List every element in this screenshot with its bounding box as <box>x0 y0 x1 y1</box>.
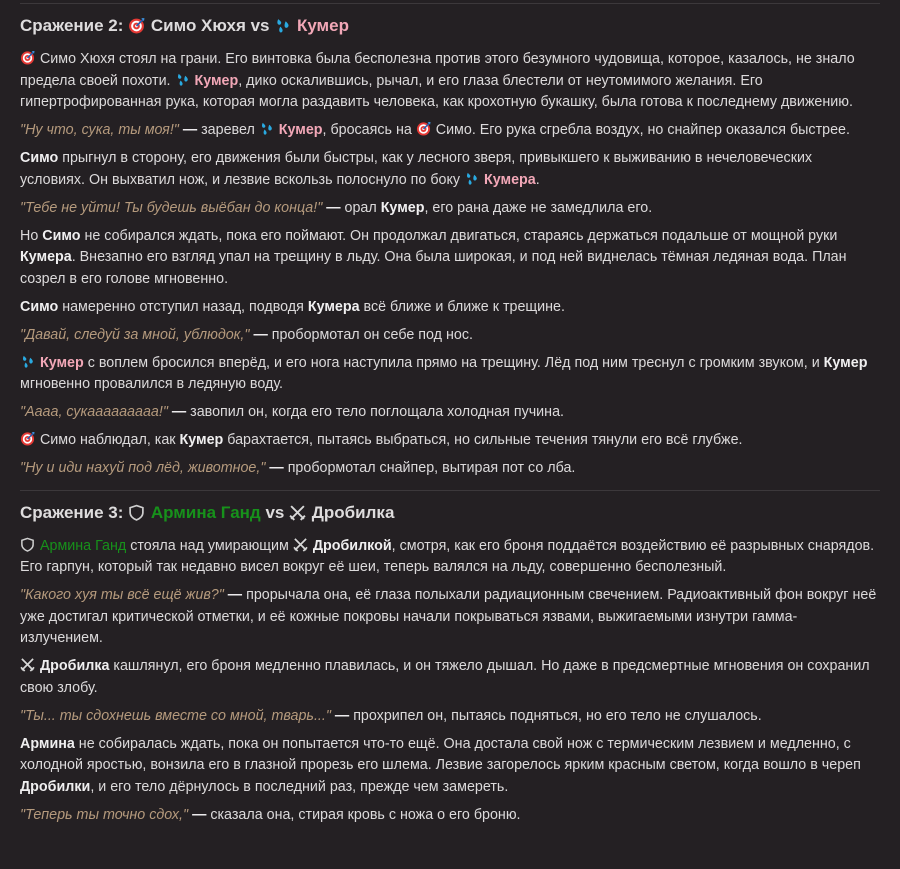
story-paragraph <box>20 805 880 827</box>
shield-icon <box>128 503 145 520</box>
name-kumer: Кумер <box>39 354 84 371</box>
bold-text: Кумера <box>307 298 360 315</box>
bold-text: — <box>330 707 354 724</box>
bold-text: Симо <box>20 298 59 315</box>
text: , его рана даже не замедлила его. <box>424 199 653 216</box>
story-paragraph <box>20 734 880 799</box>
text: . Внезапно его взгляд упал на трещину в льду. Она была широкая, и под ней виднелась тёмная ледяная вода. План созрел в его голове мгновенно. <box>20 249 847 287</box>
shield-icon <box>20 537 35 552</box>
name-armina: Армина Ганд <box>39 537 127 554</box>
text: с воплем бросился вперёд, и его нога наступила прямо на трещину. Лёд под ним треснул с громким звуком, и <box>83 354 824 371</box>
battle-section <box>20 4 880 480</box>
bold-text: Армина <box>20 735 75 752</box>
quote-text: "Ну что, сука, ты моя!" <box>20 122 179 138</box>
bold-text: Симо <box>42 227 81 244</box>
text: , смотря, как его броня поддаётся воздействию её разрывных снарядов. Его гарпун, который так недавно висел вокруг её шеи, теперь валялся на льду, совершенно бесполезный. <box>20 537 875 575</box>
story-paragraph <box>20 297 880 319</box>
text: Дробилка <box>307 502 395 522</box>
story-paragraph <box>20 706 880 728</box>
text: пробормотал снайпер, вытирая пот со лба. <box>287 460 576 476</box>
text: намеренно отступил назад, подводя <box>58 298 308 315</box>
name-kumer: Кумер <box>278 122 323 138</box>
story-paragraph <box>20 402 880 424</box>
quote-text: "Аааа, сукааааааааа!" <box>20 404 168 420</box>
bold-text: Дробилки <box>20 778 91 795</box>
bold-text: Дробилка <box>36 658 110 674</box>
story-paragraph <box>20 585 880 650</box>
text: . <box>535 171 540 188</box>
text: сказала она, стирая кровь с ножа о его броню. <box>210 806 521 823</box>
story-paragraph <box>20 458 880 480</box>
text: орал <box>344 199 381 216</box>
bold-text: Кумер <box>179 432 224 448</box>
bold-text: — <box>265 460 288 476</box>
name-armina: Армина Ганд <box>150 502 261 522</box>
quote-text: "Ты... ты сдохнешь вместе со мной, тварь..." <box>20 707 331 724</box>
text: прохрипел он, пытаясь подняться, но его тело не слушалось. <box>353 707 762 724</box>
text: Но <box>20 227 43 244</box>
bold-text: Кумер <box>380 199 425 216</box>
quote-text: "Тебе не уйти! Ты будешь выёбан до конца!" <box>20 199 323 216</box>
text: Симо Хюхя стоял на грани. Его винтовка была бесполезна против этого безумного чудовища, которое, казалось, не знало предела своей похоти. <box>20 51 855 89</box>
text: мгновенно провалился в ледяную воду. <box>20 376 284 392</box>
text: Симо наблюдал, как <box>36 432 180 448</box>
drops-icon <box>20 354 35 369</box>
drops-icon <box>274 16 291 33</box>
story-paragraph <box>20 656 880 699</box>
target-icon <box>20 431 35 446</box>
text: не собиралась ждать, пока он попытается что-то ещё. Она достала свой нож с термическим лезвием и медленно, с холодной яростью, вонзила его в глазной прорезь его шлема. Лезвие загорелось ярким красным светом, когда вошло в череп <box>20 735 861 773</box>
drops-icon <box>259 121 274 136</box>
text: пробормотал он себе под нос. <box>271 326 473 343</box>
quote-text: "Ну и иди нахуй под лёд, животное," <box>20 460 266 476</box>
name-kumer: Кумер <box>194 72 239 89</box>
story-paragraph <box>20 148 880 191</box>
story-paragraph <box>20 353 880 396</box>
text: завопил он, когда его тело поглощала холодная пучина. <box>190 404 564 420</box>
text: Симо Хюхя vs <box>146 16 275 35</box>
bold-text: — <box>322 199 345 216</box>
name-kumer: Кумера <box>484 171 536 188</box>
text: барахтается, пытаясь выбраться, но сильные течения тянули его всё глубже. <box>223 432 743 448</box>
text: vs <box>260 502 290 522</box>
swords-icon <box>20 657 35 672</box>
bold-text: — <box>188 806 211 823</box>
swords-icon <box>293 537 308 552</box>
bold-text: — <box>178 122 202 138</box>
battle-section <box>20 491 880 827</box>
text: Сражение 3: <box>20 502 129 522</box>
drops-icon <box>464 171 479 186</box>
text: , бросаясь на <box>322 122 416 138</box>
story-paragraph <box>20 430 880 452</box>
text: прорычала она, её глаза полыхали радиационным свечением. Радиоактивный фон вокруг неё уже достигал критической отметки, и её кожные покровы начали покрываться язвами, выжигаемыми изнутри гамма-излучением. <box>20 587 877 646</box>
quote-text: "Теперь ты точно сдох," <box>20 806 189 823</box>
text: не собирался ждать, пока его поймают. Он продолжал двигаться, стараясь держаться подальше от мощной руки <box>80 227 838 244</box>
bold-text: Дробилкой <box>308 537 392 554</box>
drops-icon <box>175 72 190 87</box>
quote-text: "Давай, следуй за мной, ублюдок," <box>20 326 250 343</box>
story-paragraph <box>20 325 880 347</box>
target-icon <box>416 121 431 136</box>
text: прыгнул в сторону, его движения были быстры, как у лесного зверя, привыкшего к выживанию в нечеловеческих условиях. Он выхватил нож, и лезвие вскользь полоснуло по боку <box>20 150 813 188</box>
story-paragraph <box>20 120 880 142</box>
text: Симо. Его рука сгребла воздух, но снайпер оказался быстрее. <box>431 122 850 138</box>
story-paragraph <box>20 226 880 291</box>
bold-text: Кумера <box>20 249 72 265</box>
text: стояла над умирающим <box>126 537 293 554</box>
target-icon <box>20 50 35 65</box>
chat-message-content <box>0 3 900 826</box>
story-paragraph <box>20 536 880 579</box>
bold-text: — <box>223 587 247 603</box>
text: всё ближе и ближе к трещине. <box>359 298 565 315</box>
target-icon <box>128 16 145 33</box>
text: , дико оскалившись, рычал, и его глаза блестели от неутомимого желания. Его гипертрофированная рука, которая могла раздавить человека, как крохотную букашку, была готова к последнему движению. <box>20 72 853 110</box>
name-kumer: Кумер <box>296 16 349 35</box>
story-paragraph <box>20 198 880 220</box>
text: кашлянул, его броня медленно плавилась, и он тяжело дышал. Но даже в предсмертные мгновения он сохранил свою злобу. <box>20 658 870 696</box>
swords-icon <box>289 503 306 520</box>
bold-text: Кумер <box>823 354 868 371</box>
quote-text: "Какого хуя ты всё ещё жив?" <box>20 587 224 603</box>
text: , и его тело дёрнулось в последний раз, прежде чем замереть. <box>90 778 509 795</box>
bold-text: — <box>167 404 191 420</box>
text: Сражение 2: <box>20 16 129 35</box>
story-paragraph <box>20 49 880 114</box>
text: заревел <box>201 122 259 138</box>
battle-title <box>20 13 880 39</box>
bold-text: Симо <box>20 150 59 166</box>
battle-title <box>20 500 880 526</box>
bold-text: — <box>249 326 272 343</box>
